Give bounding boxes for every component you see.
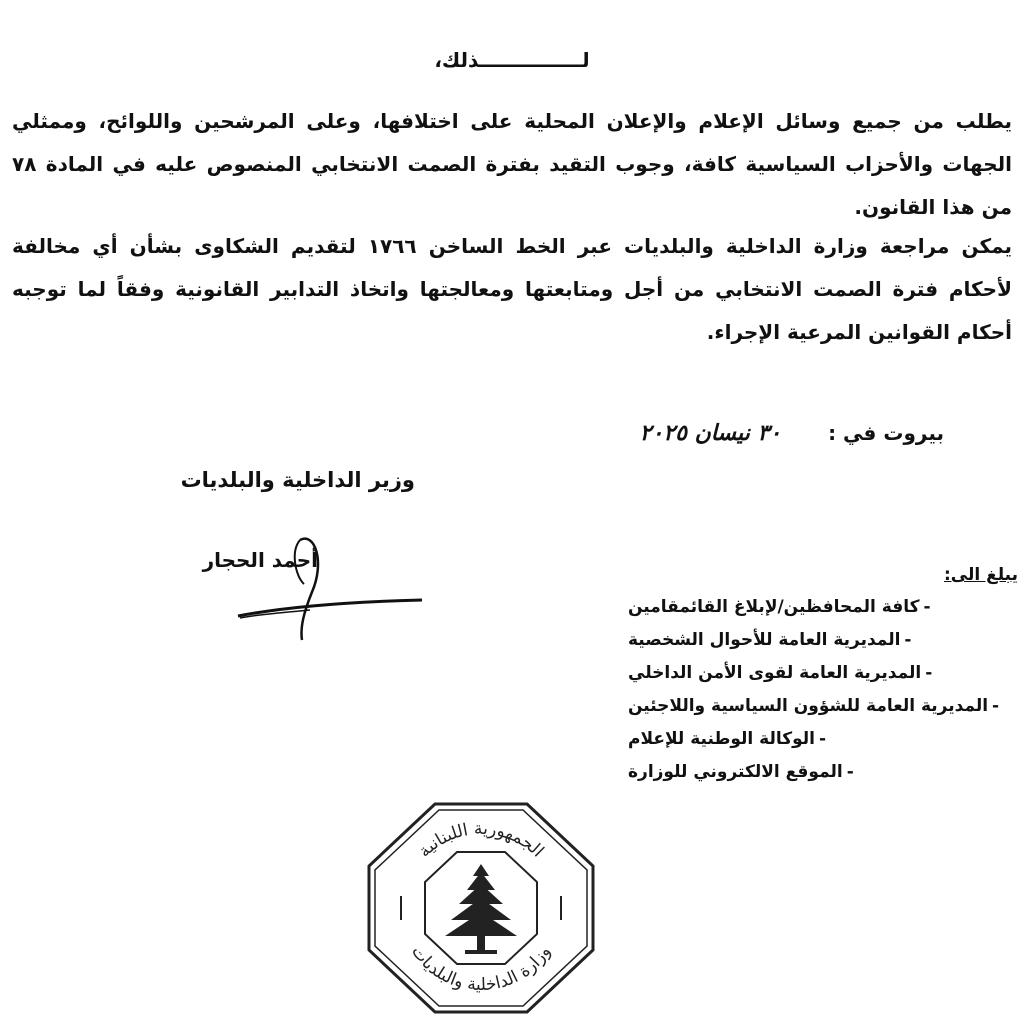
- list-item: -المديرية العامة للشؤون السياسية واللاجئين: [628, 696, 1000, 716]
- signature-stroke: [230, 522, 430, 652]
- notify-list: [628, 591, 1018, 789]
- notify-block: [628, 565, 1018, 789]
- date-line: [640, 420, 944, 446]
- paragraph-media-silence: يطلب من جميع وسائل الإعلام والإعلان المحلية على اختلافها، وعلى المرشحين واللوائح، وممثلي الجهات والأحزاب السياسية كافة، وجوب التقيد بفترة الصمت الانتخابي المنصوص عليه في المادة ٧٨ من هذا القانون.: [12, 109, 1012, 219]
- paragraph-hotline: يمكن مراجعة وزارة الداخلية والبلديات عبر الخط الساخن ١٧٦٦ لتقديم الشكاوى بشأن أي مخالفة لأحكام فترة الصمت الانتخابي من أجل ومتابعتها ومعالجتها واتخاذ التدابير القانونية وفقاً لما توجبه أحكام القوانين المرعية الإجراء.: [12, 234, 1012, 344]
- list-item: -الوكالة الوطنية للإعلام: [628, 729, 827, 749]
- notify-title: يبلغ الى:: [943, 565, 1018, 585]
- list-item: -كافة المحافظين/لإبلاغ القائمقامين: [628, 597, 931, 617]
- list-item: -المديرية العامة للأحوال الشخصية: [628, 630, 912, 650]
- ministry-seal: [365, 800, 597, 1016]
- heading-text: لـــــــــــــــذلك،: [434, 48, 590, 72]
- date-value: ٣٠ نيسان ٢٠٢٥: [639, 420, 782, 446]
- signature-name: أحمد الحجار: [202, 548, 318, 572]
- seal-top-text: الجمهورية اللبنانية: [414, 818, 548, 862]
- minister-title: وزير الداخلية والبلديات: [180, 468, 415, 492]
- list-item: -المديرية العامة لقوى الأمن الداخلي: [628, 663, 933, 683]
- seal-bottom-text: وزارة الداخلية والبلديات: [407, 941, 555, 996]
- list-item: -الموقع الالكتروني للوزارة: [628, 762, 854, 782]
- date-label: بيروت في :: [828, 421, 944, 445]
- cedar-icon: [445, 864, 517, 954]
- section-heading: [0, 48, 1024, 72]
